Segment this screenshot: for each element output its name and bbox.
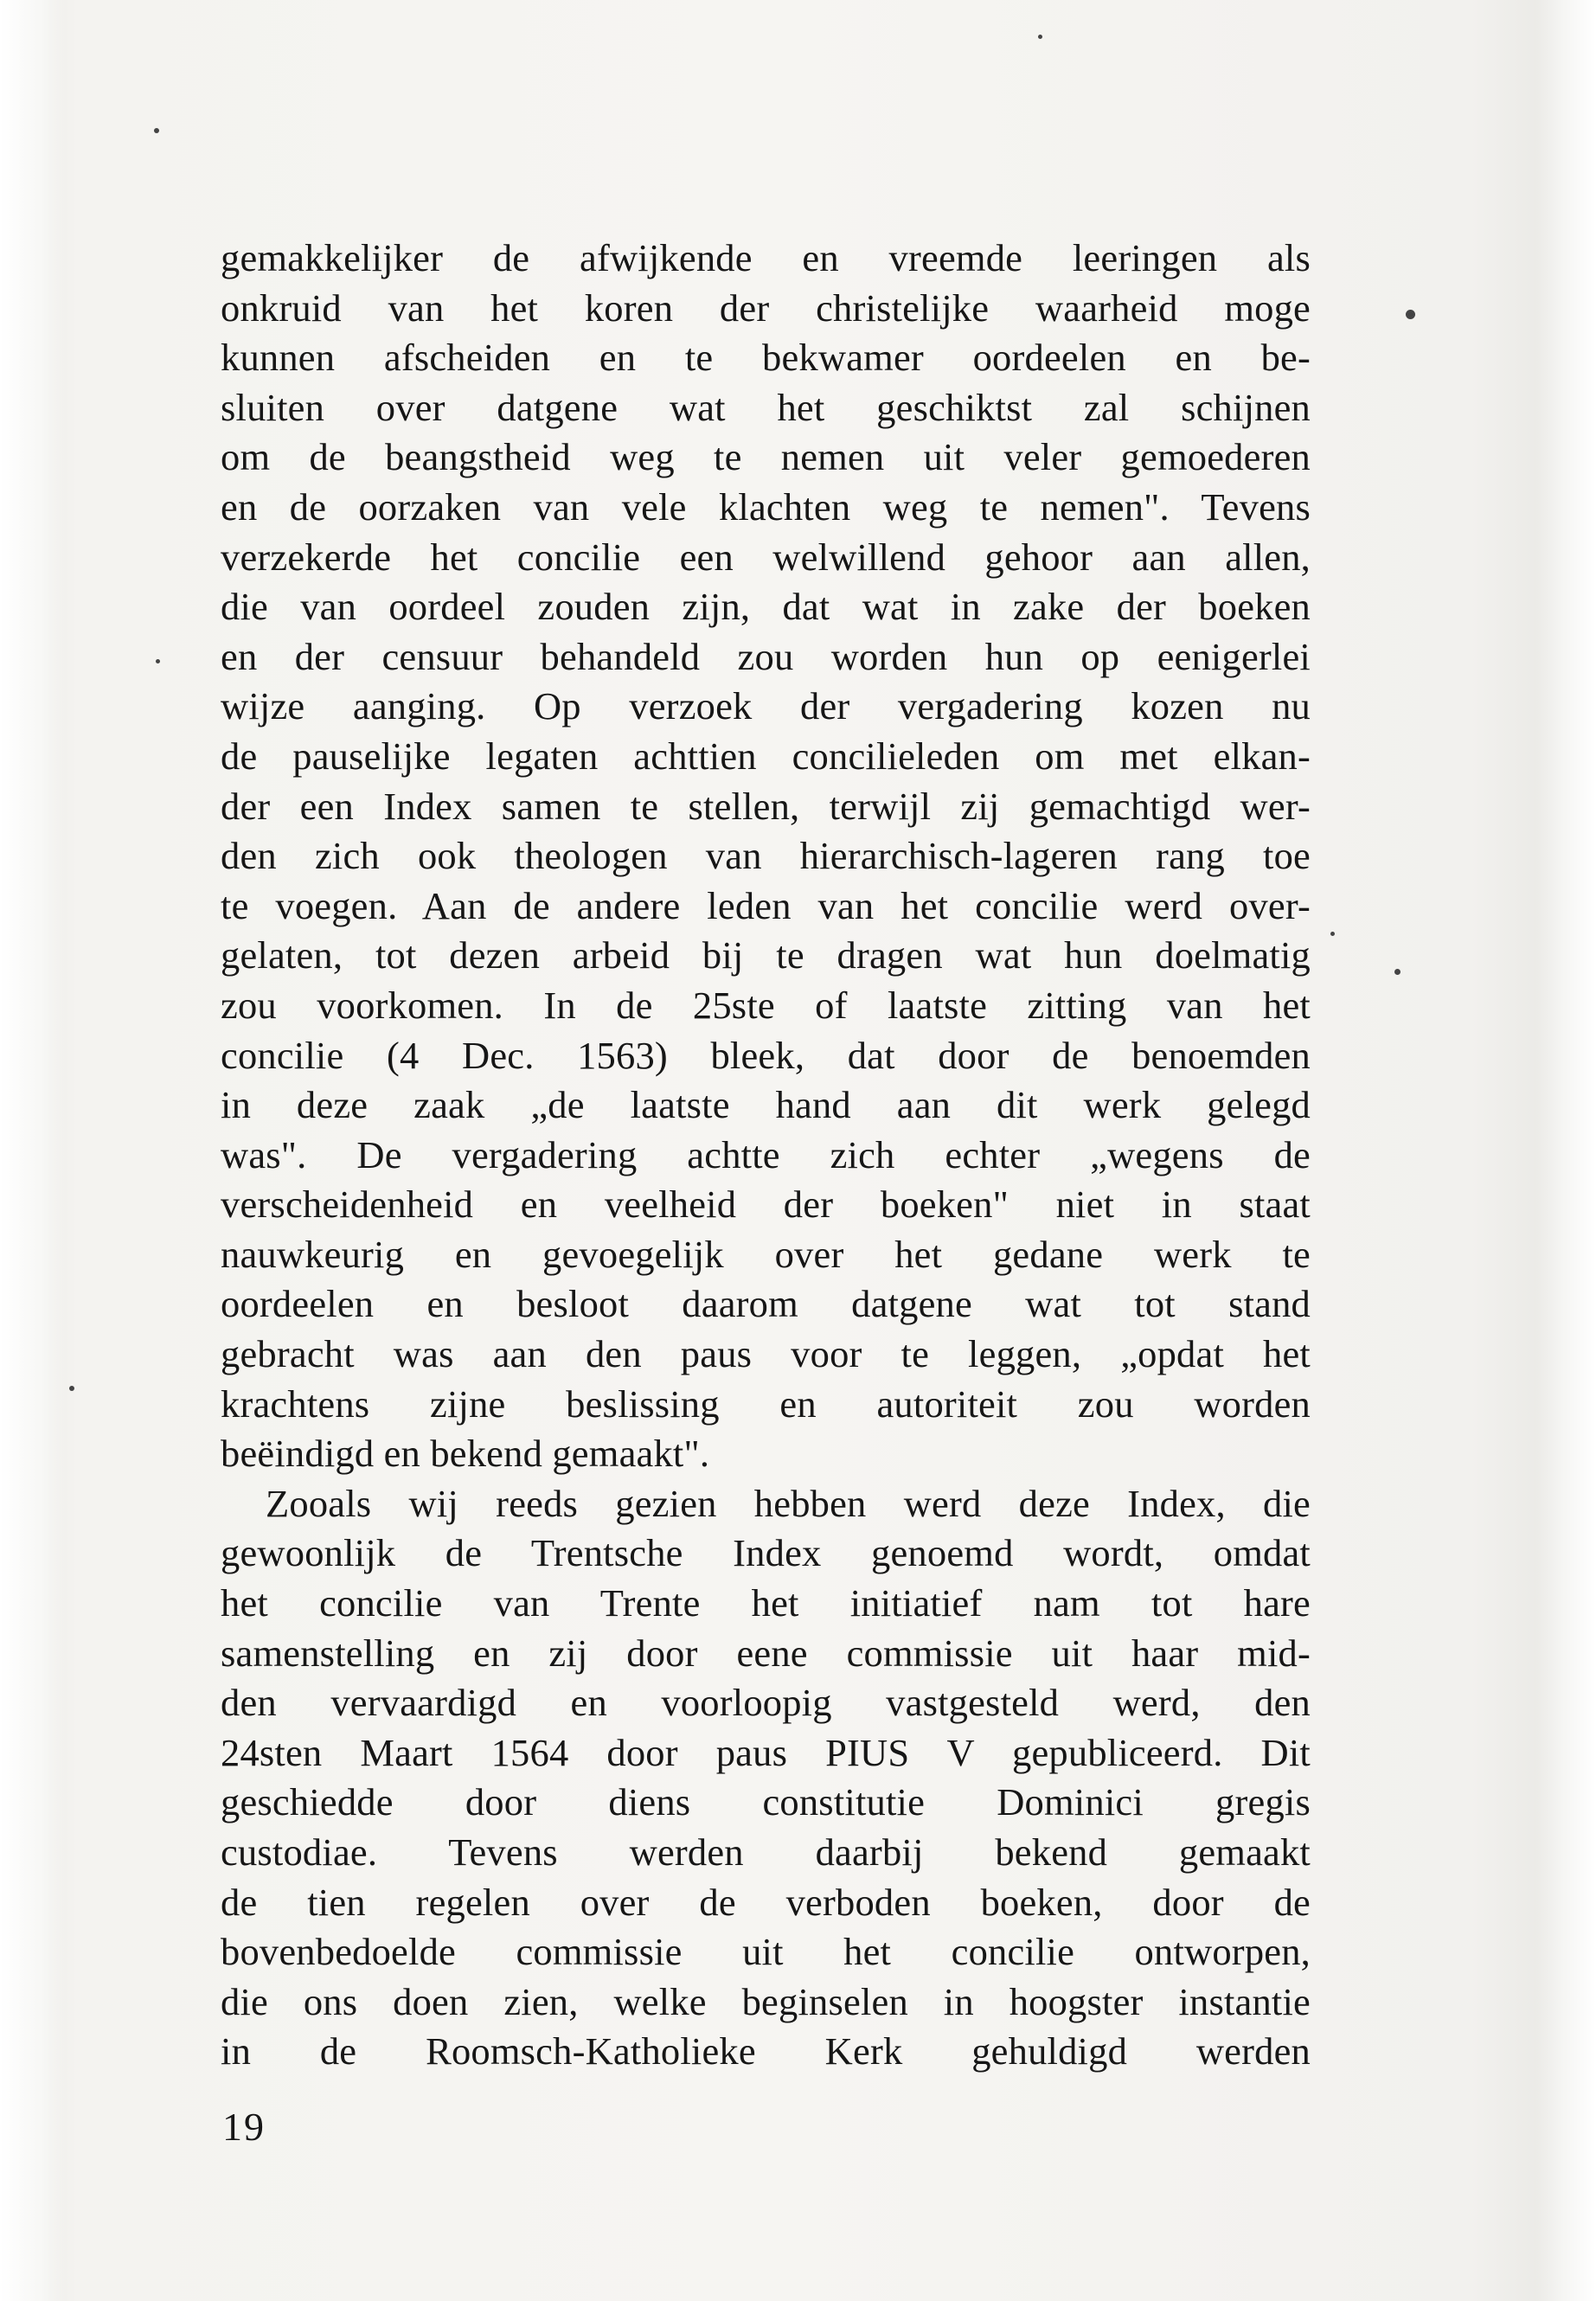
paper-speck	[69, 1386, 74, 1391]
text-line: was". De vergadering achtte zich echter „wegens de	[221, 1132, 1311, 1176]
paper-speck	[1406, 310, 1415, 319]
text-line: te voegen. Aan de andere leden van het concilie werd over-	[221, 883, 1311, 927]
text-line: gelaten, tot dezen arbeid bij te dragen wat hun doelmatig	[221, 933, 1311, 977]
text-line: de tien regelen over de verboden boeken, door de	[221, 1880, 1311, 1924]
text-line: den zich ook theologen van hierarchisch-lageren rang toe	[221, 834, 1311, 878]
text-line: 24sten Maart 1564 door paus PIUS V gepubliceerd. Dit	[221, 1730, 1311, 1774]
text-line: wijze aanging. Op verzoek der vergadering kozen nu	[221, 684, 1311, 728]
text-line: den vervaardigd en voorloopig vastgesteld werd, den	[221, 1681, 1311, 1725]
text-line: in deze zaak „de laatste hand aan dit werk gelegd	[221, 1083, 1311, 1127]
text-line: kunnen afscheiden en te bekwamer oordeelen en be-	[221, 336, 1311, 380]
text-line: de pauselijke legaten achttien concilieleden om met elkan-	[221, 734, 1311, 778]
text-line: gewoonlijk de Trentsche Index genoemd wordt, omdat	[221, 1531, 1311, 1575]
text-line: verscheidenheid en veelheid der boeken" niet in staat	[221, 1183, 1311, 1227]
text-line: onkruid van het koren der christelijke waarheid moge	[221, 285, 1311, 330]
text-line: om de beangstheid weg te nemen uit veler gemoederen	[221, 435, 1311, 479]
body-text	[221, 234, 1311, 2077]
text-line: samenstelling en zij door eene commissie uit haar mid-	[221, 1631, 1311, 1675]
paper-speck	[1330, 932, 1335, 936]
text-line: sluiten over datgene wat het geschiktst zal schijnen	[221, 385, 1311, 429]
text-line: geschiedde door diens constitutie Dominici gregis	[221, 1780, 1311, 1824]
paper-speck	[154, 128, 159, 133]
text-line: bovenbedoelde commissie uit het concilie ontworpen,	[221, 1930, 1311, 1974]
text-line: Zooals wij reeds gezien hebben werd deze Index, die	[266, 1481, 1311, 1525]
text-line: nauwkeurig en gevoegelijk over het gedane werk te	[221, 1232, 1311, 1276]
text-line: gemakkelijker de afwijkende en vreemde leeringen als	[221, 236, 1311, 279]
paper-speck	[1038, 35, 1042, 39]
text-line: en de oorzaken van vele klachten weg te nemen". Tevens	[221, 484, 1311, 529]
text-line: die ons doen zien, welke beginselen in hoogster instantie	[221, 1979, 1311, 2023]
text-line: het concilie van Trente het initiatief nam tot hare	[221, 1581, 1311, 1625]
text-line: custodiae. Tevens werden daarbij bekend gemaakt	[221, 1830, 1311, 1874]
paper-speck	[1394, 969, 1401, 975]
text-line: krachtens zijne beslissing en autoriteit zou worden	[221, 1381, 1311, 1426]
left-page-edge	[0, 0, 65, 2301]
text-line: concilie (4 Dec. 1563) bleek, dat door de benoemden	[221, 1033, 1311, 1077]
right-page-edge	[1535, 0, 1596, 2301]
paper-speck	[156, 659, 160, 663]
text-line: oordeelen en besloot daarom datgene wat tot stand	[221, 1282, 1311, 1326]
text-line: verzekerde het concilie een welwillend gehoor aan allen,	[221, 535, 1311, 579]
text-line: gebracht was aan den paus voor te leggen, „opdat het	[221, 1332, 1311, 1376]
text-line: die van oordeel zouden zijn, dat wat in zake der boeken	[221, 585, 1311, 629]
text-line: en der censuur behandeld zou worden hun op eenigerlei	[221, 634, 1311, 678]
text-line: beëindigd en bekend gemaakt".	[221, 1432, 710, 1476]
text-line: in de Roomsch-Katholieke Kerk gehuldigd werden	[221, 2029, 1311, 2073]
page-number: 19	[222, 2105, 266, 2149]
text-line: zou voorkomen. In de 25ste of laatste zitting van het	[221, 983, 1311, 1027]
text-line: der een Index samen te stellen, terwijl zij gemachtigd wer-	[221, 784, 1311, 828]
